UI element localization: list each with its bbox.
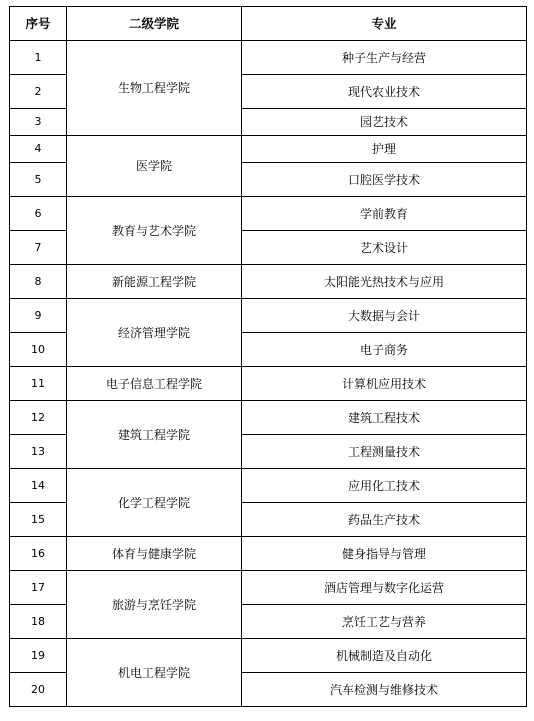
table-row [10,537,527,571]
row-index: 14 [10,469,67,503]
college-name: 新能源工程学院 [67,265,242,299]
table-row [10,367,527,401]
row-index: 4 [10,136,67,163]
table-row [10,41,527,75]
row-index: 16 [10,537,67,571]
major-name: 护理 [242,136,527,163]
header-major: 专业 [242,7,527,41]
college-name: 生物工程学院 [67,41,242,136]
major-name: 现代农业技术 [242,75,527,109]
row-index: 1 [10,41,67,75]
row-index: 10 [10,333,67,367]
table-row [10,265,527,299]
major-name: 烹饪工艺与营养 [242,605,527,639]
row-index: 7 [10,231,67,265]
major-name: 健身指导与管理 [242,537,527,571]
row-index: 3 [10,109,67,136]
header-index: 序号 [10,7,67,41]
table-row [10,571,527,605]
college-name: 机电工程学院 [67,639,242,707]
row-index: 9 [10,299,67,333]
row-index: 2 [10,75,67,109]
row-index: 12 [10,401,67,435]
major-name: 园艺技术 [242,109,527,136]
row-index: 15 [10,503,67,537]
major-name: 建筑工程技术 [242,401,527,435]
row-index: 5 [10,163,67,197]
header-college: 二级学院 [67,7,242,41]
major-name: 电子商务 [242,333,527,367]
major-name: 艺术设计 [242,231,527,265]
major-name: 工程测量技术 [242,435,527,469]
table-header-row [10,7,527,41]
college-name: 医学院 [67,136,242,197]
row-index: 6 [10,197,67,231]
table-row [10,469,527,503]
row-index: 19 [10,639,67,673]
row-index: 13 [10,435,67,469]
major-name: 药品生产技术 [242,503,527,537]
table-row [10,136,527,163]
major-name: 大数据与会计 [242,299,527,333]
major-name: 种子生产与经营 [242,41,527,75]
majors-table [9,6,527,707]
row-index: 8 [10,265,67,299]
college-name: 旅游与烹饪学院 [67,571,242,639]
college-name: 经济管理学院 [67,299,242,367]
table-row [10,639,527,673]
major-name: 口腔医学技术 [242,163,527,197]
row-index: 20 [10,673,67,707]
row-index: 18 [10,605,67,639]
major-name: 太阳能光热技术与应用 [242,265,527,299]
major-name: 应用化工技术 [242,469,527,503]
college-name: 化学工程学院 [67,469,242,537]
major-name: 机械制造及自动化 [242,639,527,673]
row-index: 11 [10,367,67,401]
row-index: 17 [10,571,67,605]
major-name: 计算机应用技术 [242,367,527,401]
college-name: 建筑工程学院 [67,401,242,469]
college-name: 教育与艺术学院 [67,197,242,265]
college-name: 电子信息工程学院 [67,367,242,401]
table-row [10,197,527,231]
table-row [10,401,527,435]
major-name: 学前教育 [242,197,527,231]
major-name: 汽车检测与维修技术 [242,673,527,707]
college-name: 体育与健康学院 [67,537,242,571]
table-row [10,299,527,333]
major-name: 酒店管理与数字化运营 [242,571,527,605]
